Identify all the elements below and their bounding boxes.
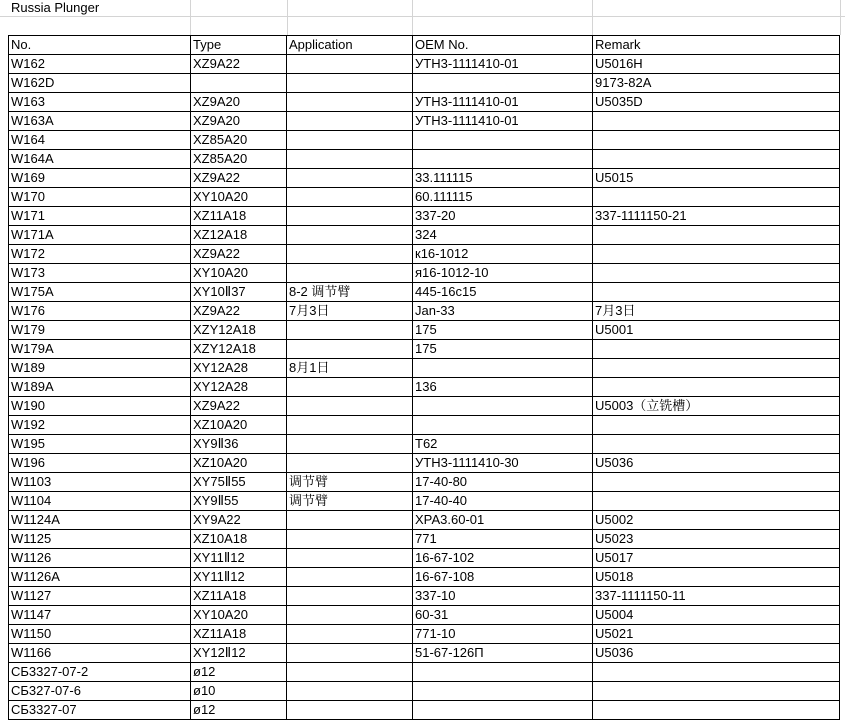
oem-no-cell[interactable]	[413, 663, 593, 682]
oem-no-cell[interactable]: 17-40-80	[413, 473, 593, 492]
type-cell[interactable]: XZ9A22	[191, 169, 287, 188]
type-cell[interactable]: XZ12A18	[191, 226, 287, 245]
oem-no-cell[interactable]: Jan-33	[413, 302, 593, 321]
oem-no-cell[interactable]: 324	[413, 226, 593, 245]
remark-cell[interactable]: 337-1111150-11	[593, 587, 840, 606]
remark-cell[interactable]: 9173-82A	[593, 74, 840, 93]
oem-no-cell[interactable]: УТН3-1111410-01	[413, 55, 593, 74]
no-cell[interactable]: W171	[9, 207, 191, 226]
table-row	[9, 340, 840, 359]
type-cell[interactable]: XY11Ⅱ12	[191, 549, 287, 568]
no-cell[interactable]: W163A	[9, 112, 191, 131]
application-cell[interactable]	[287, 245, 413, 264]
no-cell[interactable]: W176	[9, 302, 191, 321]
oem-no-cell[interactable]: 33.111115	[413, 169, 593, 188]
type-cell[interactable]: XZ11A18	[191, 207, 287, 226]
table-row	[9, 663, 840, 682]
application-cell[interactable]	[287, 188, 413, 207]
no-cell[interactable]: W164A	[9, 150, 191, 169]
oem-no-cell[interactable]: 17-40-40	[413, 492, 593, 511]
no-cell[interactable]: W1126A	[9, 568, 191, 587]
type-cell[interactable]: XY12A28	[191, 359, 287, 378]
application-cell[interactable]	[287, 169, 413, 188]
no-cell[interactable]: W192	[9, 416, 191, 435]
type-cell[interactable]: XY11Ⅱ12	[191, 568, 287, 587]
application-cell[interactable]	[287, 682, 413, 701]
type-cell[interactable]: ø12	[191, 701, 287, 720]
no-cell[interactable]: W170	[9, 188, 191, 207]
oem-no-cell[interactable]	[413, 701, 593, 720]
remark-cell[interactable]: U5017	[593, 549, 840, 568]
oem-no-cell[interactable]: УТН3-1111410-30	[413, 454, 593, 473]
table-row	[9, 112, 840, 131]
table-row	[9, 283, 840, 302]
oem-no-cell[interactable]	[413, 74, 593, 93]
no-cell[interactable]: W162D	[9, 74, 191, 93]
type-cell[interactable]: XZ9A20	[191, 112, 287, 131]
application-cell[interactable]	[287, 701, 413, 720]
table-row	[9, 587, 840, 606]
oem-no-cell[interactable]: 445-16с15	[413, 283, 593, 302]
remark-cell[interactable]	[593, 340, 840, 359]
header-cell-oem-no[interactable]: OEM No.	[413, 36, 593, 55]
application-cell[interactable]	[287, 340, 413, 359]
table-row	[9, 207, 840, 226]
remark-cell[interactable]: U5001	[593, 321, 840, 340]
remark-cell[interactable]: U5035D	[593, 93, 840, 112]
table-row	[9, 226, 840, 245]
oem-no-cell[interactable]	[413, 131, 593, 150]
no-cell[interactable]: W163	[9, 93, 191, 112]
application-cell[interactable]	[287, 226, 413, 245]
no-cell[interactable]: W1103	[9, 473, 191, 492]
table-row	[9, 454, 840, 473]
type-cell[interactable]: XY9A22	[191, 511, 287, 530]
remark-cell[interactable]: U5021	[593, 625, 840, 644]
sheet-title[interactable]: Russia Plunger	[11, 0, 100, 15]
remark-cell[interactable]	[593, 663, 840, 682]
application-cell[interactable]	[287, 264, 413, 283]
application-cell[interactable]	[287, 321, 413, 340]
table-row	[9, 74, 840, 93]
oem-no-cell[interactable]: 771	[413, 530, 593, 549]
remark-cell[interactable]	[593, 283, 840, 302]
type-cell[interactable]: XZ9A20	[191, 93, 287, 112]
remark-cell[interactable]: 7月3日	[593, 302, 840, 321]
remark-cell[interactable]	[593, 435, 840, 454]
header-cell-remark[interactable]: Remark	[593, 36, 840, 55]
application-cell[interactable]	[287, 587, 413, 606]
remark-cell[interactable]	[593, 245, 840, 264]
application-cell[interactable]	[287, 112, 413, 131]
oem-no-cell[interactable]: УТН3-1111410-01	[413, 112, 593, 131]
table-row	[9, 606, 840, 625]
table-row	[9, 378, 840, 397]
table-row	[9, 55, 840, 74]
table-row	[9, 93, 840, 112]
header-cell-no[interactable]: No.	[9, 36, 191, 55]
remark-cell[interactable]	[593, 264, 840, 283]
oem-no-cell[interactable]: я16-1012-10	[413, 264, 593, 283]
no-cell[interactable]: W190	[9, 397, 191, 416]
type-cell[interactable]: XZ9A22	[191, 302, 287, 321]
oem-no-cell[interactable]	[413, 682, 593, 701]
no-cell[interactable]: W162	[9, 55, 191, 74]
type-cell[interactable]: ø12	[191, 663, 287, 682]
remark-cell[interactable]: U5036	[593, 644, 840, 663]
remark-cell[interactable]: 337-1111150-21	[593, 207, 840, 226]
application-cell[interactable]	[287, 93, 413, 112]
type-cell[interactable]: ø10	[191, 682, 287, 701]
no-cell[interactable]: W1104	[9, 492, 191, 511]
no-cell[interactable]: СБ327-07-6	[9, 682, 191, 701]
remark-cell[interactable]	[593, 701, 840, 720]
no-cell[interactable]: W1127	[9, 587, 191, 606]
table-row	[9, 416, 840, 435]
table-row	[9, 511, 840, 530]
table-row	[9, 473, 840, 492]
no-cell[interactable]: W172	[9, 245, 191, 264]
header-cell-application[interactable]: Application	[287, 36, 413, 55]
application-cell[interactable]: 调节臂	[287, 473, 413, 492]
type-cell[interactable]: XZ9A22	[191, 245, 287, 264]
no-cell[interactable]: W189	[9, 359, 191, 378]
application-cell[interactable]	[287, 416, 413, 435]
type-cell[interactable]: XZY12A18	[191, 340, 287, 359]
remark-cell[interactable]	[593, 378, 840, 397]
table-row	[9, 625, 840, 644]
application-cell[interactable]	[287, 549, 413, 568]
table-row	[9, 264, 840, 283]
remark-cell[interactable]: U5023	[593, 530, 840, 549]
application-cell[interactable]	[287, 150, 413, 169]
type-cell[interactable]: XZ85A20	[191, 131, 287, 150]
application-cell[interactable]	[287, 397, 413, 416]
type-cell[interactable]: XZY12A18	[191, 321, 287, 340]
no-cell[interactable]: СБ3327-07-2	[9, 663, 191, 682]
no-cell[interactable]: W1125	[9, 530, 191, 549]
no-cell[interactable]: W164	[9, 131, 191, 150]
no-cell[interactable]: W196	[9, 454, 191, 473]
no-cell[interactable]: W1124A	[9, 511, 191, 530]
type-cell[interactable]: XY10Ⅱ37	[191, 283, 287, 302]
table-row	[9, 321, 840, 340]
type-cell[interactable]: XZ10A20	[191, 416, 287, 435]
oem-no-cell[interactable]: 16-67-102	[413, 549, 593, 568]
oem-no-cell[interactable]	[413, 397, 593, 416]
no-cell[interactable]: W1166	[9, 644, 191, 663]
oem-no-cell[interactable]: 60.111115	[413, 188, 593, 207]
application-cell[interactable]: 8-2 调节臂	[287, 283, 413, 302]
table-row	[9, 359, 840, 378]
application-cell[interactable]	[287, 568, 413, 587]
remark-cell[interactable]: U5015	[593, 169, 840, 188]
oem-no-cell[interactable]: 16-67-108	[413, 568, 593, 587]
remark-cell[interactable]	[593, 112, 840, 131]
oem-no-cell[interactable]: 175	[413, 321, 593, 340]
table-row	[9, 397, 840, 416]
type-cell[interactable]: XY75Ⅱ55	[191, 473, 287, 492]
table-row	[9, 682, 840, 701]
remark-cell[interactable]	[593, 682, 840, 701]
type-cell[interactable]: XZ11A18	[191, 625, 287, 644]
oem-no-cell[interactable]: ХРА3.60-01	[413, 511, 593, 530]
oem-no-cell[interactable]	[413, 150, 593, 169]
type-cell[interactable]: XY12Ⅱ12	[191, 644, 287, 663]
row-gridline	[0, 16, 845, 17]
table-row	[9, 530, 840, 549]
type-cell[interactable]: XZ11A18	[191, 587, 287, 606]
table-row	[9, 644, 840, 663]
remark-cell[interactable]: U5002	[593, 511, 840, 530]
remark-cell[interactable]	[593, 150, 840, 169]
remark-cell[interactable]: U5036	[593, 454, 840, 473]
oem-no-cell[interactable]: T62	[413, 435, 593, 454]
no-cell[interactable]: W1147	[9, 606, 191, 625]
type-cell[interactable]: XY10A20	[191, 606, 287, 625]
application-cell[interactable]	[287, 131, 413, 150]
remark-cell[interactable]	[593, 492, 840, 511]
table-row	[9, 188, 840, 207]
remark-cell[interactable]	[593, 226, 840, 245]
column-gridline	[412, 0, 413, 35]
type-cell[interactable]: XZ9A22	[191, 397, 287, 416]
table-row	[9, 302, 840, 321]
type-cell[interactable]: XZ85A20	[191, 150, 287, 169]
type-cell[interactable]: XZ9A22	[191, 55, 287, 74]
oem-no-cell[interactable]: УТН3-1111410-01	[413, 93, 593, 112]
oem-no-cell[interactable]: 51-67-126П	[413, 644, 593, 663]
oem-no-cell[interactable]: 136	[413, 378, 593, 397]
remark-cell[interactable]	[593, 473, 840, 492]
table-row	[9, 131, 840, 150]
table-row	[9, 701, 840, 720]
type-cell[interactable]: XY9Ⅱ36	[191, 435, 287, 454]
column-gridline	[190, 0, 191, 35]
oem-no-cell[interactable]: к16-1012	[413, 245, 593, 264]
no-cell[interactable]: W179	[9, 321, 191, 340]
type-cell[interactable]: XZ10A20	[191, 454, 287, 473]
table-row	[9, 492, 840, 511]
type-cell[interactable]: XY9Ⅱ55	[191, 492, 287, 511]
header-cell-type[interactable]: Type	[191, 36, 287, 55]
remark-cell[interactable]	[593, 359, 840, 378]
oem-no-cell[interactable]	[413, 416, 593, 435]
remark-cell[interactable]	[593, 131, 840, 150]
application-cell[interactable]	[287, 606, 413, 625]
application-cell[interactable]: 8月1日	[287, 359, 413, 378]
type-cell[interactable]: XY10A20	[191, 264, 287, 283]
remark-cell[interactable]: U5016H	[593, 55, 840, 74]
column-gridline	[287, 0, 288, 35]
table-row	[9, 568, 840, 587]
no-cell[interactable]: W169	[9, 169, 191, 188]
application-cell[interactable]	[287, 207, 413, 226]
oem-no-cell[interactable]: 175	[413, 340, 593, 359]
oem-no-cell[interactable]: 337-20	[413, 207, 593, 226]
oem-no-cell[interactable]	[413, 359, 593, 378]
column-gridline	[840, 0, 841, 35]
remark-cell[interactable]	[593, 416, 840, 435]
oem-no-cell[interactable]: 337-10	[413, 587, 593, 606]
application-cell[interactable]	[287, 74, 413, 93]
remark-cell[interactable]: U5004	[593, 606, 840, 625]
type-cell[interactable]: XY12A28	[191, 378, 287, 397]
no-cell[interactable]: W1126	[9, 549, 191, 568]
table-row	[9, 245, 840, 264]
no-cell[interactable]: W1150	[9, 625, 191, 644]
column-gridline	[592, 0, 593, 35]
no-cell[interactable]: W195	[9, 435, 191, 454]
application-cell[interactable]	[287, 511, 413, 530]
application-cell[interactable]	[287, 625, 413, 644]
table-row	[9, 150, 840, 169]
no-cell[interactable]: W173	[9, 264, 191, 283]
application-cell[interactable]	[287, 435, 413, 454]
type-cell[interactable]: XZ10A18	[191, 530, 287, 549]
plunger-table	[8, 35, 840, 720]
no-cell[interactable]: W189A	[9, 378, 191, 397]
application-cell[interactable]	[287, 55, 413, 74]
table-row	[9, 435, 840, 454]
application-cell[interactable]	[287, 530, 413, 549]
oem-no-cell[interactable]: 60-31	[413, 606, 593, 625]
remark-cell[interactable]: U5003（立铣槽）	[593, 397, 840, 416]
header-row	[9, 36, 840, 55]
application-cell[interactable]	[287, 378, 413, 397]
no-cell[interactable]: W175A	[9, 283, 191, 302]
no-cell[interactable]: W179A	[9, 340, 191, 359]
application-cell[interactable]: 7月3日	[287, 302, 413, 321]
table-row	[9, 169, 840, 188]
type-cell[interactable]: XY10A20	[191, 188, 287, 207]
application-cell[interactable]	[287, 454, 413, 473]
oem-no-cell[interactable]: 771-10	[413, 625, 593, 644]
application-cell[interactable]	[287, 663, 413, 682]
no-cell[interactable]: СБ3327-07	[9, 701, 191, 720]
type-cell[interactable]	[191, 74, 287, 93]
application-cell[interactable]	[287, 644, 413, 663]
no-cell[interactable]: W171A	[9, 226, 191, 245]
application-cell[interactable]: 调节臂	[287, 492, 413, 511]
table-row	[9, 549, 840, 568]
remark-cell[interactable]: U5018	[593, 568, 840, 587]
remark-cell[interactable]	[593, 188, 840, 207]
